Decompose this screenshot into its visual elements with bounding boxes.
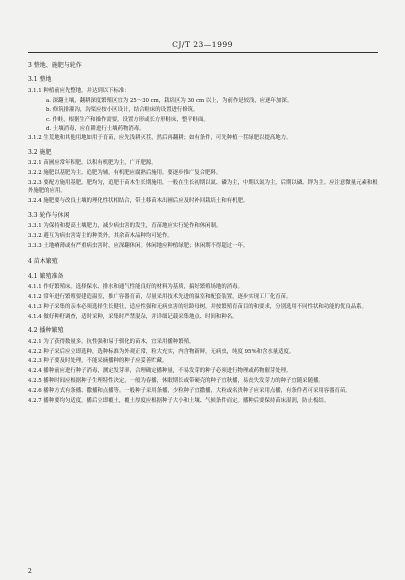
document-body [28, 62, 378, 407]
clause-paragraph: 4.1.2 常年进行繁殖要建造温室，推广容器育苗，尽量采用技术先进的温室和配套装置，逐步实现工厂化育苗。 [28, 294, 292, 301]
clause-paragraph: 4.1.3 种子采集的亲本必须选择生长健壮，适应性强和无病虫害的壮龄母树，并按繁殖育苗目的和要求，分别选用不同性状和功能的优良品系。 [28, 303, 367, 310]
clause-paragraph: 3.1.2 生荒地和其他用地如用于育苗，应先浅耕灭茬，然后再翻耕；如有条件，可先种植一茬绿肥以提高地力。 [28, 135, 292, 142]
clause-paragraph: 4.1.4 做好种籽调查，适时采种，采集时严禁混杂，并详细记载采集地点、时间和种名。 [28, 313, 238, 320]
section-heading: 4 苗木繁殖 [28, 258, 58, 266]
page-header: CJ/T 23—1999 [172, 40, 233, 49]
clause-paragraph: 3.2.3 要配方施用基肥，肥均匀，追肥于苗木生长期施用，一般在生长初期以氮、磷为主，中期以氮为主，后期以磷、钾为主。应注意微量元素和根外施肥的应用。 [28, 179, 378, 195]
list-item: d. 土壤消毒，应在耕进行土壤药物消毒。 [46, 125, 145, 132]
section-heading: 3 整地、施肥与轮作 [28, 62, 82, 69]
subsection-heading: 4.2 播种繁殖 [28, 327, 64, 335]
list-item: a. 深翻土壤，翻耕深度繁殖区宜为 25～30 cm，栽培区为 30 cm 以上，为前作是较浅，应逐年加深。 [46, 97, 293, 104]
page-number: 2 [28, 568, 32, 575]
clause-paragraph: 4.1.1 作好繁殖床。选择保水、排水和通气性能良好的材料为基质，搞好繁殖场地的消毒。 [28, 284, 243, 291]
subsection-heading: 4.1 繁殖准备 [28, 272, 64, 280]
clause-paragraph: 3.1.1 种植前应先整地，并达到以下标准： [28, 87, 130, 94]
clause-paragraph: 3.2.2 施肥以基肥为主，追肥为辅，有机肥应腐熟后施用。要逐步推广复合肥料。 [28, 170, 222, 177]
clause-paragraph: 4.2.6 播种方式有条播、撒播和点播等。一般种子采用条播，少粒种子宜撒播，大粒或名贵种子应采用点播，有条件者可采用容器育苗。 [28, 388, 351, 395]
clause-paragraph: 4.2.5 播种时间应根据种子生理特性决定，一般为春播，休眠期长或带硬壳的种子宜秋播，易丧失发芽力的种子宜随采随播。 [28, 378, 324, 385]
header-rule [28, 52, 378, 53]
clause-paragraph: 3.2.1 苗圃应常年积肥，以积有机肥为主，广开肥源。 [28, 160, 157, 167]
subsection-heading: 3.1 整地 [28, 76, 52, 84]
clause-paragraph: 3.2.4 施肥要与改良土壤的理化性状相结合，带土移苗木出圃后应及时补回栽培土和有机肥。 [28, 198, 249, 205]
clause-paragraph: 4.2.7 播种要均匀适度，播后立即覆土，覆土厚度应根据种子大小和土壤、气候条件而定。播种后要保持苗床湿润，防止板结。 [28, 398, 330, 405]
clause-paragraph: 3.3.1 为保持和提高土壤肥力，减少病虫害的发生，育苗地应实行轮作和休闲制。 [28, 223, 222, 230]
list-item: b. 修筑排灌沟，沟渠应按小区设计，结合畦床的设置进行修筑。 [46, 107, 199, 114]
clause-paragraph: 4.2.2 种子采后应立即选种，选种标准为外观正常，粒大充实，内含物新鲜，无病虫，纯度 95%和含水量适度。 [28, 348, 295, 355]
list-item: c. 作畦，根据生产和操作需要，设置方形或长方形畦床，整平畦面。 [46, 116, 209, 123]
clause-paragraph: 3.3.2 避互为病虫害寄主的种类外，其余苗木品种均可轮作。 [28, 233, 173, 239]
clause-paragraph: 3.3.3 土地瘠薄或有严重病虫害时，应深翻休闲。休闲地应种植绿肥；休闲期不得超过一年。 [28, 242, 249, 249]
clause-paragraph: 4.2.3 种子要及时处理，不能采摘播种的种子应妥善贮藏。 [28, 358, 168, 365]
subsection-heading: 3.2 施肥 [28, 148, 52, 156]
subsection-heading: 3.3 轮作与休闲 [28, 211, 70, 219]
clause-paragraph: 4.2.1 为了获得数量多，抗性强和易于驯化的苗木，宜采用播种繁殖。 [28, 338, 195, 345]
clause-paragraph: 4.2.4 播种前应进行种子消毒，测定发芽率，合理确定播种量，不易发芽的种子必须进行物理或药物催芽处理。 [28, 368, 292, 375]
